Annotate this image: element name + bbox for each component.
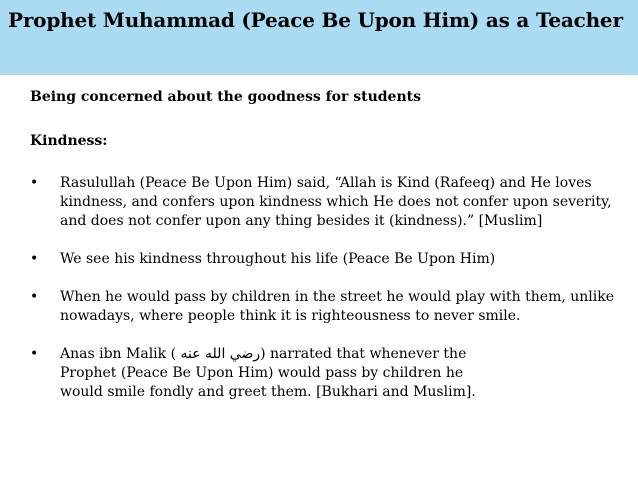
bullet-item [30, 345, 500, 402]
bullet-item [30, 250, 626, 269]
bullet-icon: • [30, 175, 39, 191]
title-bar [0, 0, 638, 75]
bullet-icon: • [30, 346, 39, 362]
section-subheading: Kindness: [30, 133, 108, 149]
slide-title: Prophet Muhammad (Peace Be Upon Him) as a Teacher [8, 8, 623, 32]
bullet-text: Rasulullah (Peace Be Upon Him) said, “Allah is Kind (Rafeeq) and He loves kindness, and confers upon kindness which He does not confer upon severity, and does not confer upon any thing besides it (kindness).” [Muslim] [60, 175, 612, 229]
bullet-item [30, 288, 626, 326]
slide-content [30, 88, 626, 402]
bullet-icon: • [30, 251, 39, 267]
bullet-text: When he would pass by children in the street he would play with them, unlike nowadays, where people think it is righteousness to never smile. [60, 289, 614, 324]
section-heading: Being concerned about the goodness for students [30, 89, 421, 105]
bullet-text-after: ) narrated that whenever the Prophet (Peace Be Upon Him) would pass by children he would smile fondly and greet them. [Bukhari and Muslim]. [60, 346, 476, 400]
bullet-text: We see his kindness throughout his life (Peace Be Upon Him) [60, 251, 496, 267]
arabic-honorific: رضي الله عنه [180, 346, 261, 362]
bullet-icon: • [30, 289, 39, 305]
bullet-list [30, 174, 626, 402]
bullet-text-before: Anas ibn Malik ( [60, 346, 181, 362]
bullet-item [30, 174, 626, 231]
